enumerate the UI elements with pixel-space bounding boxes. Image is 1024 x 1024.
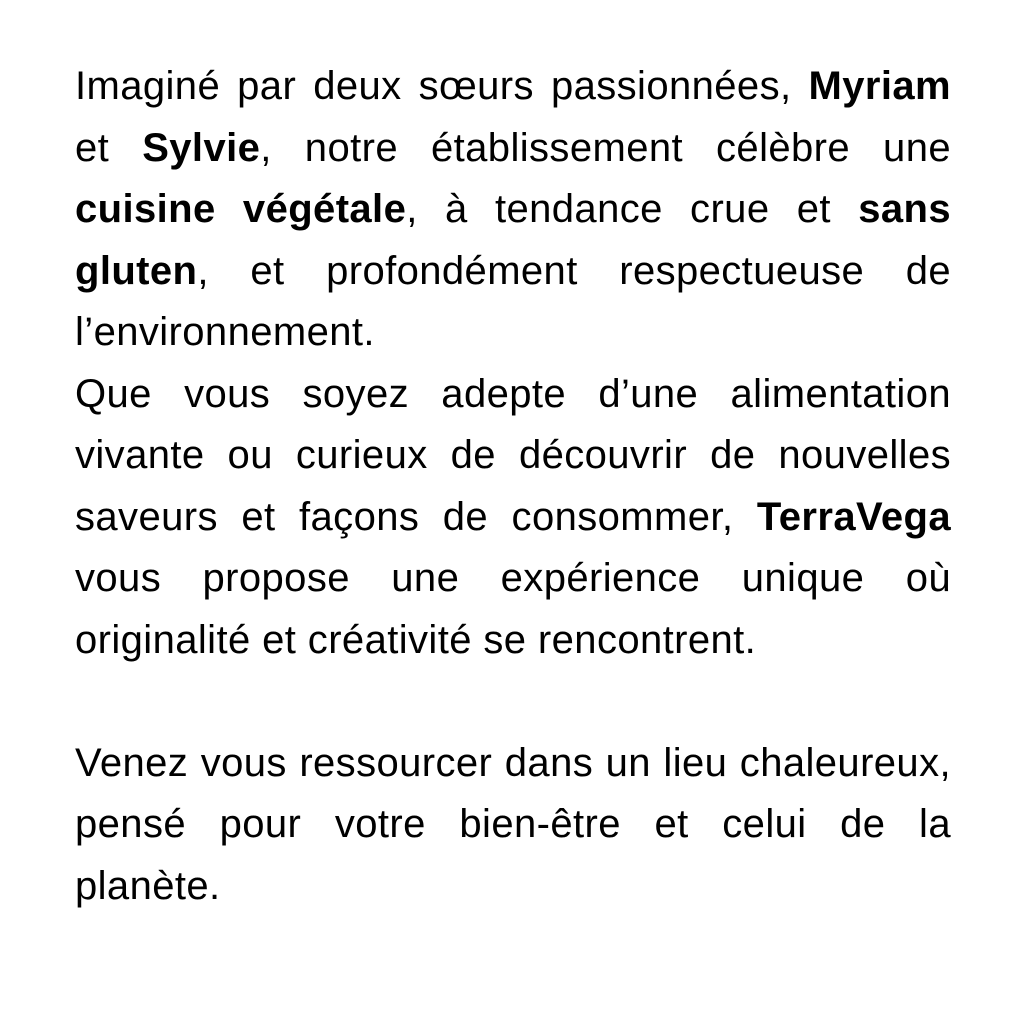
text-block: [75, 56, 951, 917]
body-text: Que vous soyez adepte d’une alimentation vivante ou curieux de découvrir de nouvelles saveurs et façons de consommer,: [75, 371, 951, 539]
body-text: , notre établissement célèbre une: [260, 125, 951, 170]
body-text: Venez vous ressourcer dans un lieu chaleureux, pensé pour votre bien-être et celui de la planète.: [75, 740, 951, 908]
body-text: , et profondément respectueuse de l’environnement.: [75, 248, 951, 354]
body-text: et: [75, 125, 143, 170]
bold-text: Sylvie: [142, 125, 261, 170]
bold-text: TerraVega: [756, 494, 951, 539]
body-text: Imaginé par deux sœurs passionnées,: [75, 64, 809, 108]
paragraph-1: [75, 56, 951, 364]
paragraph-2: [75, 364, 951, 672]
bold-text: sans gluten: [75, 187, 951, 293]
body-text: vous propose une expérience unique où originalité et créativité se rencontrent.: [75, 556, 951, 662]
body-text: , à tendance crue et: [406, 187, 859, 231]
bold-text: cuisine végétale: [75, 187, 407, 231]
paragraph-3: [75, 733, 951, 918]
bold-text: Myriam: [808, 64, 951, 108]
